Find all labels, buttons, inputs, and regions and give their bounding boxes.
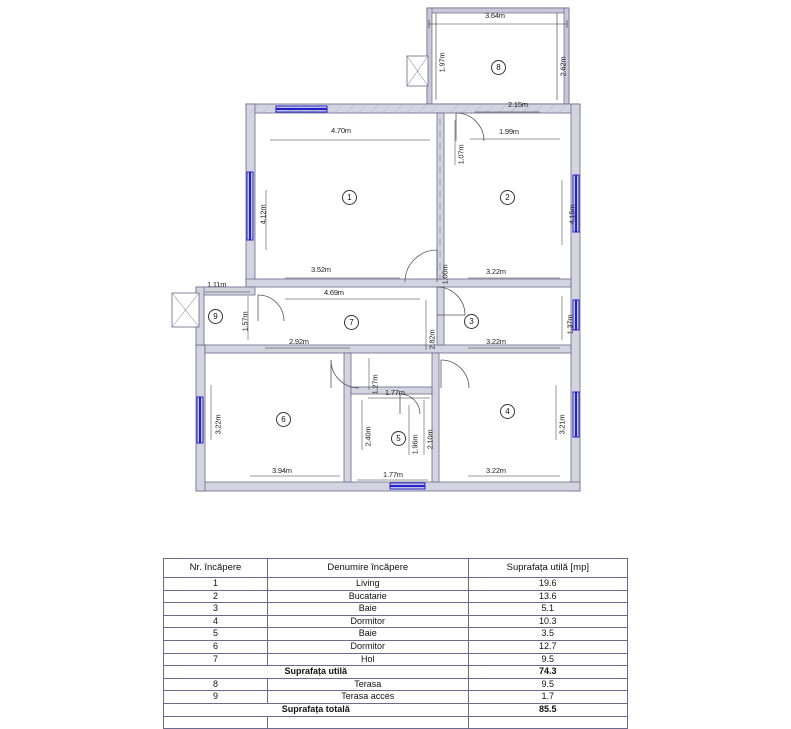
table-row — [164, 653, 628, 666]
cell-room-number: 5 — [164, 628, 268, 641]
dimension-label: 1.97m — [437, 52, 447, 73]
dimension-label: 1.99m — [499, 127, 519, 136]
cell-room-number: 7 — [164, 653, 268, 666]
dimension-label: 4.12m — [258, 204, 268, 225]
dimension-label: 2.40m — [363, 426, 373, 447]
cell-room-number: 2 — [164, 590, 268, 603]
cell-room-area: 9.5 — [468, 653, 627, 666]
cell-room-name: Dormitor — [267, 640, 468, 653]
room-number-6: 6 — [276, 412, 291, 427]
cell-room-number: 6 — [164, 640, 268, 653]
table-row — [164, 603, 628, 616]
dimension-label: 1.77m — [383, 470, 403, 479]
cell-room-number: 9 — [164, 691, 268, 704]
dimension-label: 3.21m — [557, 414, 567, 435]
dimension-label: 1.11m — [207, 280, 227, 289]
cell-room-number: 8 — [164, 678, 268, 691]
table-row — [164, 666, 628, 679]
cell-room-name: Suprafața utilă — [164, 666, 469, 679]
dimension-label: 3.52m — [311, 265, 331, 274]
dimension-label: 3.22m — [213, 414, 223, 435]
cell-room-number — [164, 716, 268, 729]
cell-room-area: 3.5 — [468, 628, 627, 641]
header-room-area: Suprafața utilă [mp] — [468, 559, 627, 578]
dimension-label: 2.92m — [289, 337, 309, 346]
table-row — [164, 703, 628, 716]
room-number-8: 8 — [491, 60, 506, 75]
cell-room-area — [468, 716, 627, 729]
table-row — [164, 640, 628, 653]
dimension-label: 2.15m — [508, 100, 528, 109]
dimension-label: 4.70m — [331, 126, 351, 135]
dimension-label: 3.22m — [486, 337, 506, 346]
cell-room-area: 74.3 — [468, 666, 627, 679]
header-room-name: Denumire încăpere — [267, 559, 468, 578]
dimension-label: 2.62m — [558, 56, 568, 77]
room-schedule-table — [163, 558, 628, 729]
cell-room-name: Terasa — [267, 678, 468, 691]
room-number-9: 9 — [208, 309, 223, 324]
dimension-label: 1.00m — [440, 264, 450, 285]
room-number-4: 4 — [500, 404, 515, 419]
dimension-label: 2.82m — [427, 329, 437, 350]
table-row — [164, 691, 628, 704]
cell-room-area: 12.7 — [468, 640, 627, 653]
cell-room-area: 13.6 — [468, 590, 627, 603]
cell-room-name: Bucatarie — [267, 590, 468, 603]
dimension-label: 1.07m — [456, 144, 466, 165]
cell-room-area: 85.5 — [468, 703, 627, 716]
table-row — [164, 716, 628, 729]
cell-room-area: 9.5 — [468, 678, 627, 691]
dimension-label: 3.22m — [486, 267, 506, 276]
areas-table — [163, 558, 628, 729]
dimension-label: 3.64m — [485, 11, 505, 20]
dimension-label: 3.22m — [486, 466, 506, 475]
cell-room-name: Baie — [267, 603, 468, 616]
dimension-label: 4.15m — [567, 204, 577, 225]
cell-room-number: 4 — [164, 615, 268, 628]
dimension-label: 1.57m — [240, 311, 250, 332]
cell-room-name: Baie — [267, 628, 468, 641]
cell-room-name: Dormitor — [267, 615, 468, 628]
cell-room-name: Terasa acces — [267, 691, 468, 704]
dimension-label: 3.94m — [272, 466, 292, 475]
cell-room-area: 19.6 — [468, 578, 627, 591]
cell-room-name: Suprafața totală — [164, 703, 469, 716]
room-number-3: 3 — [464, 314, 479, 329]
cell-room-area: 10.3 — [468, 615, 627, 628]
cell-room-number: 1 — [164, 578, 268, 591]
table-row — [164, 628, 628, 641]
table-header-row — [164, 559, 628, 578]
table-body — [164, 578, 628, 729]
cell-room-name: Living — [267, 578, 468, 591]
cell-room-area: 1.7 — [468, 691, 627, 704]
dimension-label: 1.37m — [565, 314, 575, 335]
dimension-label: 1.96m — [410, 434, 420, 455]
table-row — [164, 678, 628, 691]
room-number-5: 5 — [391, 431, 406, 446]
dimension-label: 2.10m — [425, 429, 435, 450]
cell-room-number: 3 — [164, 603, 268, 616]
dimension-label: 1.77m — [385, 388, 405, 397]
header-room-number: Nr. încăpere — [164, 559, 268, 578]
cell-room-name — [267, 716, 468, 729]
table-row — [164, 615, 628, 628]
cell-room-area: 5.1 — [468, 603, 627, 616]
room-number-7: 7 — [344, 315, 359, 330]
table-row — [164, 578, 628, 591]
room-number-1: 1 — [342, 190, 357, 205]
dimension-label: 1.27m — [370, 374, 380, 395]
room-number-2: 2 — [500, 190, 515, 205]
dimension-label: 4.69m — [324, 288, 344, 297]
cell-room-name: Hol — [267, 653, 468, 666]
table-row — [164, 590, 628, 603]
